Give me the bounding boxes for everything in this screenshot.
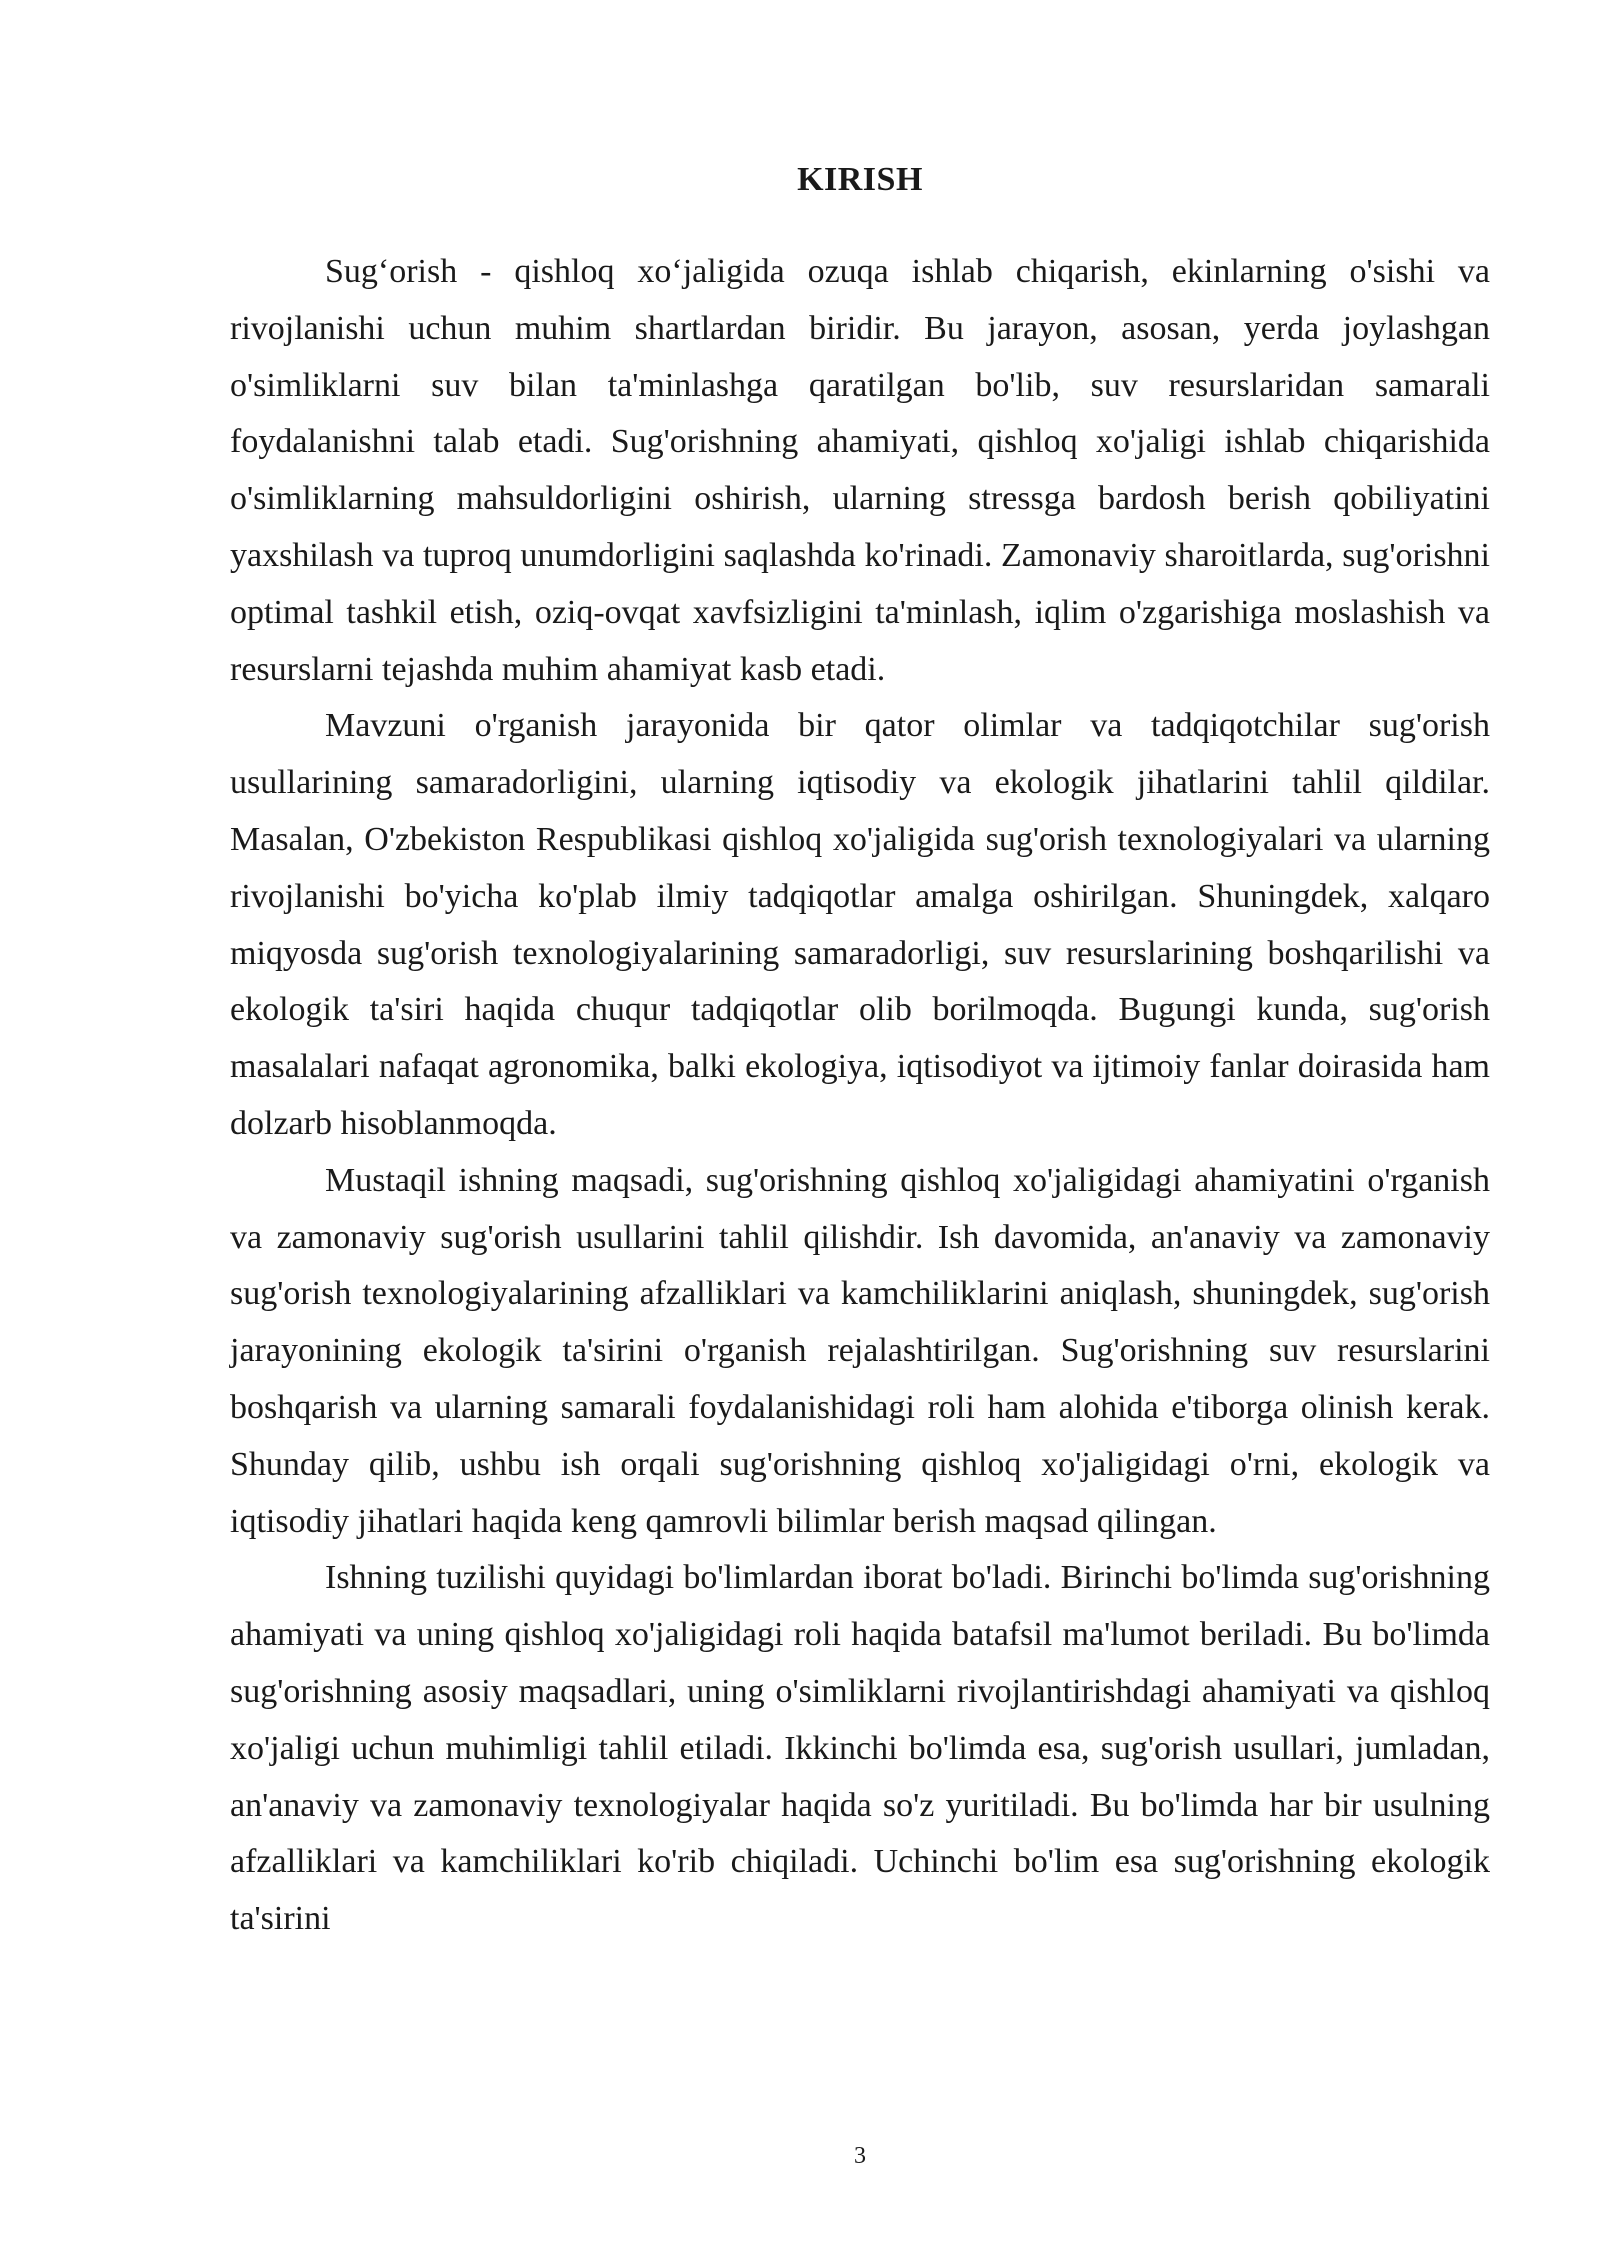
paragraph-2: Mavzuni o'rganish jarayonida bir qator olimlar va tadqiqotchilar sug'orish usullarining samaradorligini, ularning iqtisodiy va ekologik jihatlarini tahlil qildilar. Masalan, O'zbekiston Respublikasi qishloq xo'jaligida sug'orish texnologiyalari va ularning rivojlanishi bo'yicha ko'plab ilmiy tadqiqotlar amalga oshirilgan. Shuningdek, xalqaro miqyosda sug'orish texnologiyalarining samaradorligi, suv resurslarining boshqarilishi va ekologik ta'siri haqida chuqur tadqiqotlar olib borilmoqda. Bugungi kunda, sug'orish masalalari nafaqat agronomika, balki ekologiya, iqtisodiyot va ijtimoiy fanlar doirasida ham dolzarb hisoblanmoqda. <box>230 707 1490 1142</box>
page-number: 3 <box>854 2143 866 2169</box>
paragraph-3: Mustaqil ishning maqsadi, sug'orishning qishloq xo'jaligidagi ahamiyatini o'rganish va zamonaviy sug'orish usullarini tahlil qilishdir. Ish davomida, an'anaviy va zamonaviy sug'orish texnologiyalarining afzalliklari va kamchiliklarini aniqlash, shuningdek, sug'orish jarayonining ekologik ta'sirini o'rganish rejalashtirilgan. Sug'orishning suv resurslarini boshqarish va ularning samarali foydalanishidagi roli ham alohida e'tiborga olinish kerak. Shunday qilib, ushbu ish orqali sug'orishning qishloq xo'jaligidagi o'rni, ekologik va iqtisodiy jihatlari haqida keng qamrovli bilimlar berish maqsad qilingan. <box>230 1161 1490 1540</box>
paragraph-1: Sug‘orish - qishloq xo‘jaligida ozuqa ishlab chiqarish, ekinlarning o'sishi va rivojlanishi uchun muhim shartlardan biridir. Bu jarayon, asosan, yerda joylashgan o'simliklarni suv bilan ta'minlashga qaratilgan bo'lib, suv resurslaridan samarali foydalanishni talab etadi. Sug'orishning ahamiyati, qishloq xo'jaligi ishlab chiqarishida o'simliklarning mahsuldorligini oshirish, ularning stressga bardosh berish qobiliyatini yaxshilash va tuproq unumdorligini saqlashda ko'rinadi. Zamonaviy sharoitlarda, sug'orishni optimal tashkil etish, oziq-ovqat xavfsizligini ta'minlash, iqlim o'zgarishiga moslashish va resurslarni tejashda muhim ahamiyat kasb etadi. <box>230 253 1490 688</box>
page-title: KIRISH <box>797 161 923 198</box>
paragraph-4: Ishning tuzilishi quyidagi bo'limlardan iborat bo'ladi. Birinchi bo'limda sug'orishning ahamiyati va uning qishloq xo'jaligidagi roli haqida batafsil ma'lumot beriladi. Bu bo'limda sug'orishning asosiy maqsadlari, uning o'simliklarni rivojlantirishdagi ahamiyati va qishloq xo'jaligi uchun muhimligi tahlil etiladi. Ikkinchi bo'limda esa, sug'orish usullari, jumladan, an'anaviy va zamonaviy texnologiyalar haqida so'z yuritiladi. Bu bo'limda har bir usulning afzalliklari va kamchiliklari ko'rib chiqiladi. Uchinchi bo'lim esa sug'orishning ekologik ta'sirini <box>230 1559 1490 1938</box>
body-text <box>230 244 1490 1948</box>
